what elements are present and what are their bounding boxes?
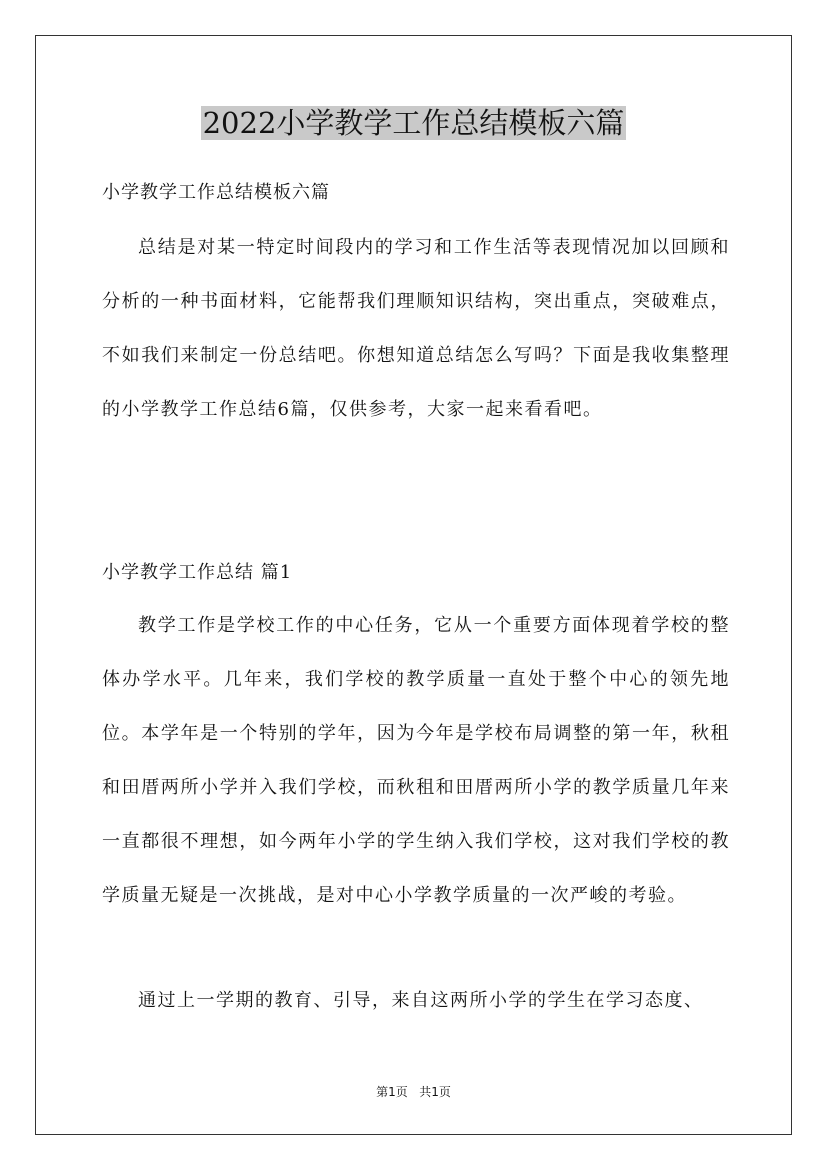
section-1-paragraph-1: 教学工作是学校工作的中心任务，它从一个重要方面体现着学校的整体办学水平。几年来，我们学校的教学质量一直处于整个中心的领先地位。本学年是一个特别的学年，因为今年是学校布局调整的第一年，秋租和田厝两所小学并入我们学校，而秋租和田厝两所小学的教学质量几年来一直都很不理想，如今两年小学的学生纳入我们学校，这对我们学校的教学质量无疑是一次挑战，是对中心小学教学质量的一次严峻的考验。 [102, 615, 730, 906]
page-number-label: 第1页 [376, 1085, 408, 1099]
document-title [0, 103, 827, 143]
intro-paragraph: 总结是对某一特定时间段内的学习和工作生活等表现情况加以回顾和分析的一种书面材料，它能帮我们理顺知识结构，突出重点，突破难点，不如我们来制定一份总结吧。你想知道总结怎么写吗？下面是我收集整理的小学教学工作总结6篇，仅供参考，大家一起来看看吧。 [102, 237, 730, 420]
document-subtitle: 小学教学工作总结模板六篇 [102, 182, 330, 203]
document-title-text: 2022小学教学工作总结模板六篇 [202, 106, 625, 140]
section-1-paragraph-2: 通过上一学期的教育、引导，来自这两所小学的学生在学习态度、 [138, 990, 704, 1011]
section-1-heading: 小学教学工作总结 篇1 [102, 562, 293, 583]
page-total-label: 共1页 [419, 1085, 451, 1099]
page-footer [0, 1083, 827, 1101]
